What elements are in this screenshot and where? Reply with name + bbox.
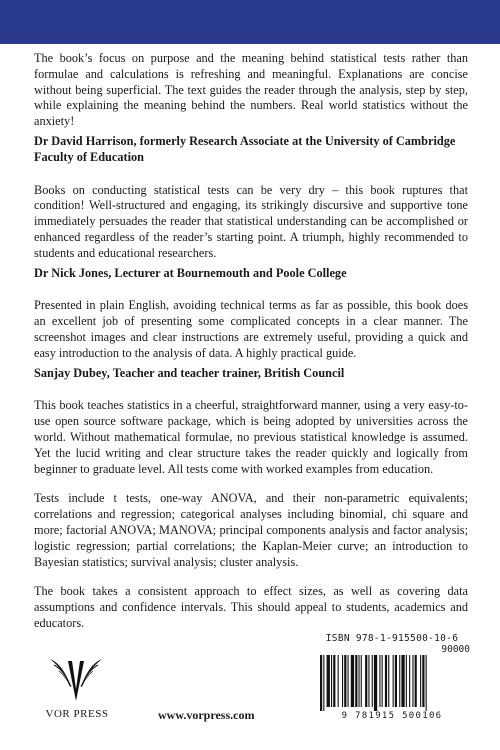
barcode-digits: 9 781915 500106: [341, 711, 443, 721]
vor-press-logo: [46, 655, 106, 705]
review-quote-3: Presented in plain English, avoiding technical terms as far as possible, this book does an excellent job of presenting some complicated concepts in a clear manner. The screenshot images and clear instructions are extremely useful, providing a quick and easy introduction to the analysis of data. A highly practical guide.: [34, 298, 468, 360]
description-paragraph-2: Tests include t tests, one-way ANOVA, and their non-parametric equivalents; correlations and regression; categorical analyses including binomial, chi square and more; factorial ANOVA; MANOVA; principal components analysis and factor analysis; logistic regression; partial correlations; the Kaplan-Meier curve; an introduction to Bayesian statistics; survival analysis; cluster analysis.: [34, 491, 468, 569]
review-quote-1: The book’s focus on purpose and the meaning behind statistical tests rather than formulae and calculations is refreshing and meaningful. Explanations are concise without being superficial. The text guides the reader through the analysis, step by step, while explaining the meaning behind the numbers. Real world statistics without the anxiety!: [34, 51, 468, 129]
review-attribution-3: Sanjay Dubey, Teacher and teacher trainer, British Council: [34, 365, 345, 380]
publisher-website: www.vorpress.com: [158, 708, 255, 722]
description-paragraph-3: The book takes a consistent approach to effect sizes, as well as covering data assumptions and confidence intervals. This should appeal to students, academics and educators.: [34, 584, 468, 630]
review-quote-2: Books on conducting statistical tests can be very dry – this book ruptures that condition! Well-structured and engaging, its strikingly discursive and supportive tone immediately persuades the reader that statistical understanding can be accomplished or enhanced regardless of the reader’s starting point. A triumph, highly recommended to students and educational researchers.: [34, 182, 468, 260]
publisher-name: VOR PRESS: [45, 708, 109, 720]
barcode-bars: [314, 655, 470, 711]
description-paragraph-1: This book teaches statistics in a cheerful, straightforward manner, using a very easy-to-use open source software package, which is being adopted by universities across the world. Without mathematical formulae, no previous statistical knowledge is assumed. Yet the lucid writing and clear structure takes the reader quickly and logically from beginner to graduate level. All tests come with worked examples from education.: [34, 398, 468, 476]
price-code: 90000: [441, 644, 470, 655]
review-attribution-2: Dr Nick Jones, Lecturer at Bournemouth and Poole College: [34, 265, 347, 280]
isbn-barcode: [314, 633, 470, 721]
isbn-number: ISBN 978-1-915500-10-6: [325, 633, 459, 644]
review-attribution-1: Dr David Harrison, formerly Research Associate at the University of Cambridge Faculty of Education: [34, 133, 456, 164]
top-color-band: [0, 0, 500, 44]
back-cover-text: [34, 51, 468, 632]
